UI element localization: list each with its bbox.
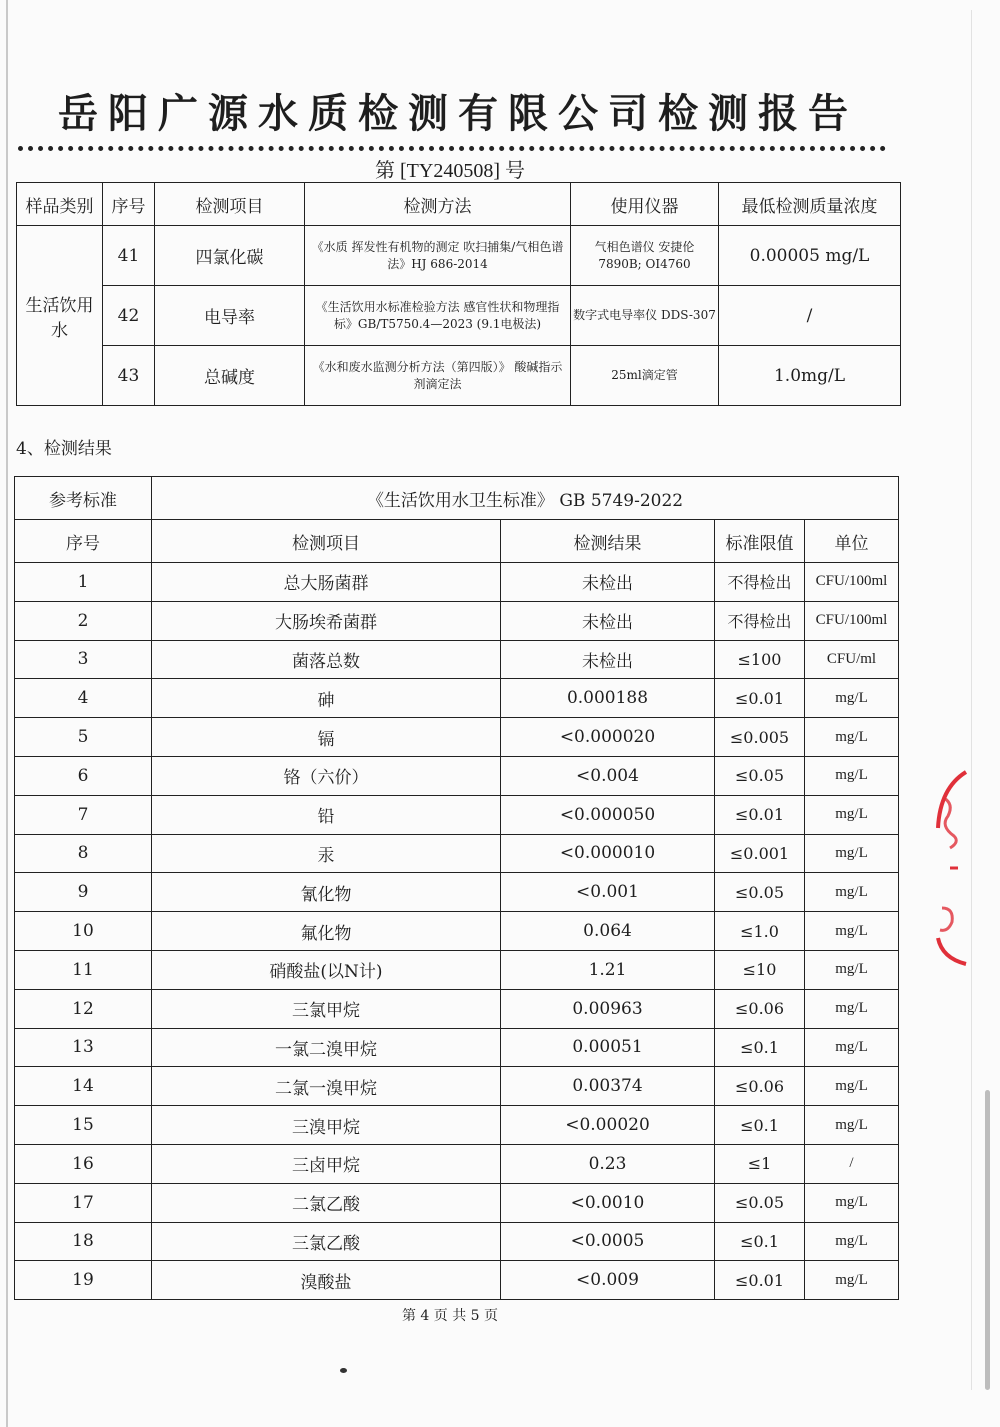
results-header-cell: 单位 [805,520,899,563]
result-unit: mg/L [805,1106,899,1145]
result-no: 13 [15,1028,152,1067]
method-instrument: 气相色谱仪 安捷伦7890B; OI4760 [571,226,719,286]
methods-row [17,226,901,286]
page-edge-right [971,10,972,1390]
result-limit: ≤0.05 [715,873,805,912]
result-limit: ≤0.01 [715,1261,805,1300]
standard-label: 参考标准 [15,477,152,520]
result-limit: 不得检出 [715,563,805,602]
result-limit: ≤0.1 [715,1028,805,1067]
result-unit: mg/L [805,795,899,834]
results-header-cell: 标准限值 [715,520,805,563]
result-limit: ≤0.01 [715,795,805,834]
methods-header-row [17,183,901,226]
result-item: 三氯甲烷 [152,989,501,1028]
method-item: 电导率 [155,286,305,346]
result-row [15,718,899,757]
result-limit: ≤1 [715,1144,805,1183]
result-no: 10 [15,912,152,951]
report-number: 第 [TY240508] 号 [375,160,525,182]
result-item: 菌落总数 [152,640,501,679]
result-no: 4 [15,679,152,718]
result-no: 18 [15,1222,152,1261]
result-row [15,989,899,1028]
result-unit: mg/L [805,1183,899,1222]
red-seal-fragment [932,768,972,968]
result-no: 1 [15,563,152,602]
result-row [15,1183,899,1222]
methods-header-cell: 使用仪器 [571,183,719,226]
result-unit: mg/L [805,1261,899,1300]
title-divider [18,146,886,151]
result-item: 二氯乙酸 [152,1183,501,1222]
result-row [15,834,899,873]
result-unit: mg/L [805,1028,899,1067]
result-row [15,601,899,640]
result-item: 总大肠菌群 [152,563,501,602]
result-value: <0.000050 [501,795,715,834]
result-no: 6 [15,756,152,795]
result-item: 硝酸盐(以N计) [152,950,501,989]
result-value: <0.0010 [501,1183,715,1222]
result-no: 3 [15,640,152,679]
report-title: 岳阳广源水质检测有限公司检测报告 [58,90,858,137]
result-value: 0.000188 [501,679,715,718]
results-header-cell: 序号 [15,520,152,563]
result-unit: mg/L [805,679,899,718]
result-value: 未检出 [501,601,715,640]
result-limit: ≤0.01 [715,679,805,718]
result-row [15,1028,899,1067]
result-value: <0.00020 [501,1106,715,1145]
result-item: 镉 [152,718,501,757]
results-header-cell: 检测结果 [501,520,715,563]
result-item: 汞 [152,834,501,873]
result-limit: ≤0.1 [715,1222,805,1261]
method-no: 42 [103,286,155,346]
methods-row [17,346,901,406]
result-item: 铬（六价） [152,756,501,795]
method-standard: 《生活饮用水标准检验方法 感官性状和物理指标》GB/T5750.4—2023 (9.1电极法) [305,286,571,346]
result-item: 三溴甲烷 [152,1106,501,1145]
methods-row [17,286,901,346]
method-instrument: 数字式电导率仪 DDS-307 [571,286,719,346]
standard-row [15,477,899,520]
result-unit: mg/L [805,1222,899,1261]
result-limit: ≤0.06 [715,1067,805,1106]
methods-header-cell: 检测方法 [305,183,571,226]
results-header-row [15,520,899,563]
result-unit: CFU/ml [805,640,899,679]
result-row [15,756,899,795]
section-heading: 4、检测结果 [16,439,112,459]
page-edge-left [6,0,8,1427]
method-no: 43 [103,346,155,406]
result-no: 7 [15,795,152,834]
result-value: <0.000020 [501,718,715,757]
result-no: 19 [15,1261,152,1300]
result-row [15,950,899,989]
result-limit: ≤0.05 [715,1183,805,1222]
result-item: 二氯一溴甲烷 [152,1067,501,1106]
result-limit: ≤0.06 [715,989,805,1028]
result-item: 溴酸盐 [152,1261,501,1300]
result-value: 未检出 [501,640,715,679]
result-item: 氟化物 [152,912,501,951]
result-limit: ≤0.005 [715,718,805,757]
result-value: <0.004 [501,756,715,795]
result-unit: mg/L [805,873,899,912]
result-unit: mg/L [805,950,899,989]
result-no: 11 [15,950,152,989]
result-unit: mg/L [805,718,899,757]
result-value: <0.001 [501,873,715,912]
result-row [15,1222,899,1261]
result-item: 氰化物 [152,873,501,912]
scrollbar-thumb[interactable] [985,1090,990,1390]
result-row [15,640,899,679]
result-limit: ≤100 [715,640,805,679]
methods-header-cell: 样品类别 [17,183,103,226]
result-no: 16 [15,1144,152,1183]
result-value: 0.00051 [501,1028,715,1067]
method-item: 总碱度 [155,346,305,406]
result-row [15,563,899,602]
result-value: 1.21 [501,950,715,989]
result-value: 0.00374 [501,1067,715,1106]
result-row [15,912,899,951]
result-no: 17 [15,1183,152,1222]
methods-header-cell: 检测项目 [155,183,305,226]
result-row [15,1067,899,1106]
result-limit: ≤10 [715,950,805,989]
result-item: 大肠埃希菌群 [152,601,501,640]
result-unit: CFU/100ml [805,601,899,640]
methods-header-cell: 最低检测质量浓度 [719,183,901,226]
methods-table [16,182,901,406]
sample-category: 生活饮用水 [17,226,103,406]
methods-header-cell: 序号 [103,183,155,226]
standard-value: 《生活饮用水卫生标准》 GB 5749-2022 [152,477,899,520]
method-standard: 《水质 挥发性有机物的测定 吹扫捕集/气相色谱法》HJ 686-2014 [305,226,571,286]
page-number: 第 4 页 共 5 页 [401,1308,499,1324]
method-detection-limit: 1.0mg/L [719,346,901,406]
result-unit: / [805,1144,899,1183]
stray-mark [340,1368,347,1373]
result-limit: 不得检出 [715,601,805,640]
result-row [15,1261,899,1300]
result-no: 9 [15,873,152,912]
result-unit: mg/L [805,912,899,951]
result-unit: CFU/100ml [805,563,899,602]
result-unit: mg/L [805,834,899,873]
result-value: <0.0005 [501,1222,715,1261]
result-row [15,1144,899,1183]
result-row [15,873,899,912]
result-row [15,1106,899,1145]
result-item: 三氯乙酸 [152,1222,501,1261]
result-item: 三卤甲烷 [152,1144,501,1183]
result-item: 一氯二溴甲烷 [152,1028,501,1067]
method-no: 41 [103,226,155,286]
result-value: <0.000010 [501,834,715,873]
result-row [15,679,899,718]
result-no: 12 [15,989,152,1028]
method-standard: 《水和废水监测分析方法（第四版）》 酸碱指示剂滴定法 [305,346,571,406]
method-detection-limit: 0.00005 mg/L [719,226,901,286]
result-limit: ≤1.0 [715,912,805,951]
result-unit: mg/L [805,756,899,795]
result-item: 铅 [152,795,501,834]
result-value: 0.064 [501,912,715,951]
result-row [15,795,899,834]
results-header-cell: 检测项目 [152,520,501,563]
method-instrument: 25ml滴定管 [571,346,719,406]
method-detection-limit: / [719,286,901,346]
result-value: <0.009 [501,1261,715,1300]
result-no: 8 [15,834,152,873]
result-limit: ≤0.05 [715,756,805,795]
result-no: 15 [15,1106,152,1145]
result-value: 未检出 [501,563,715,602]
method-item: 四氯化碳 [155,226,305,286]
result-unit: mg/L [805,1067,899,1106]
results-table [14,476,899,1300]
result-value: 0.00963 [501,989,715,1028]
result-no: 14 [15,1067,152,1106]
result-value: 0.23 [501,1144,715,1183]
result-unit: mg/L [805,989,899,1028]
result-item: 砷 [152,679,501,718]
result-no: 2 [15,601,152,640]
result-limit: ≤0.1 [715,1106,805,1145]
result-limit: ≤0.001 [715,834,805,873]
result-no: 5 [15,718,152,757]
